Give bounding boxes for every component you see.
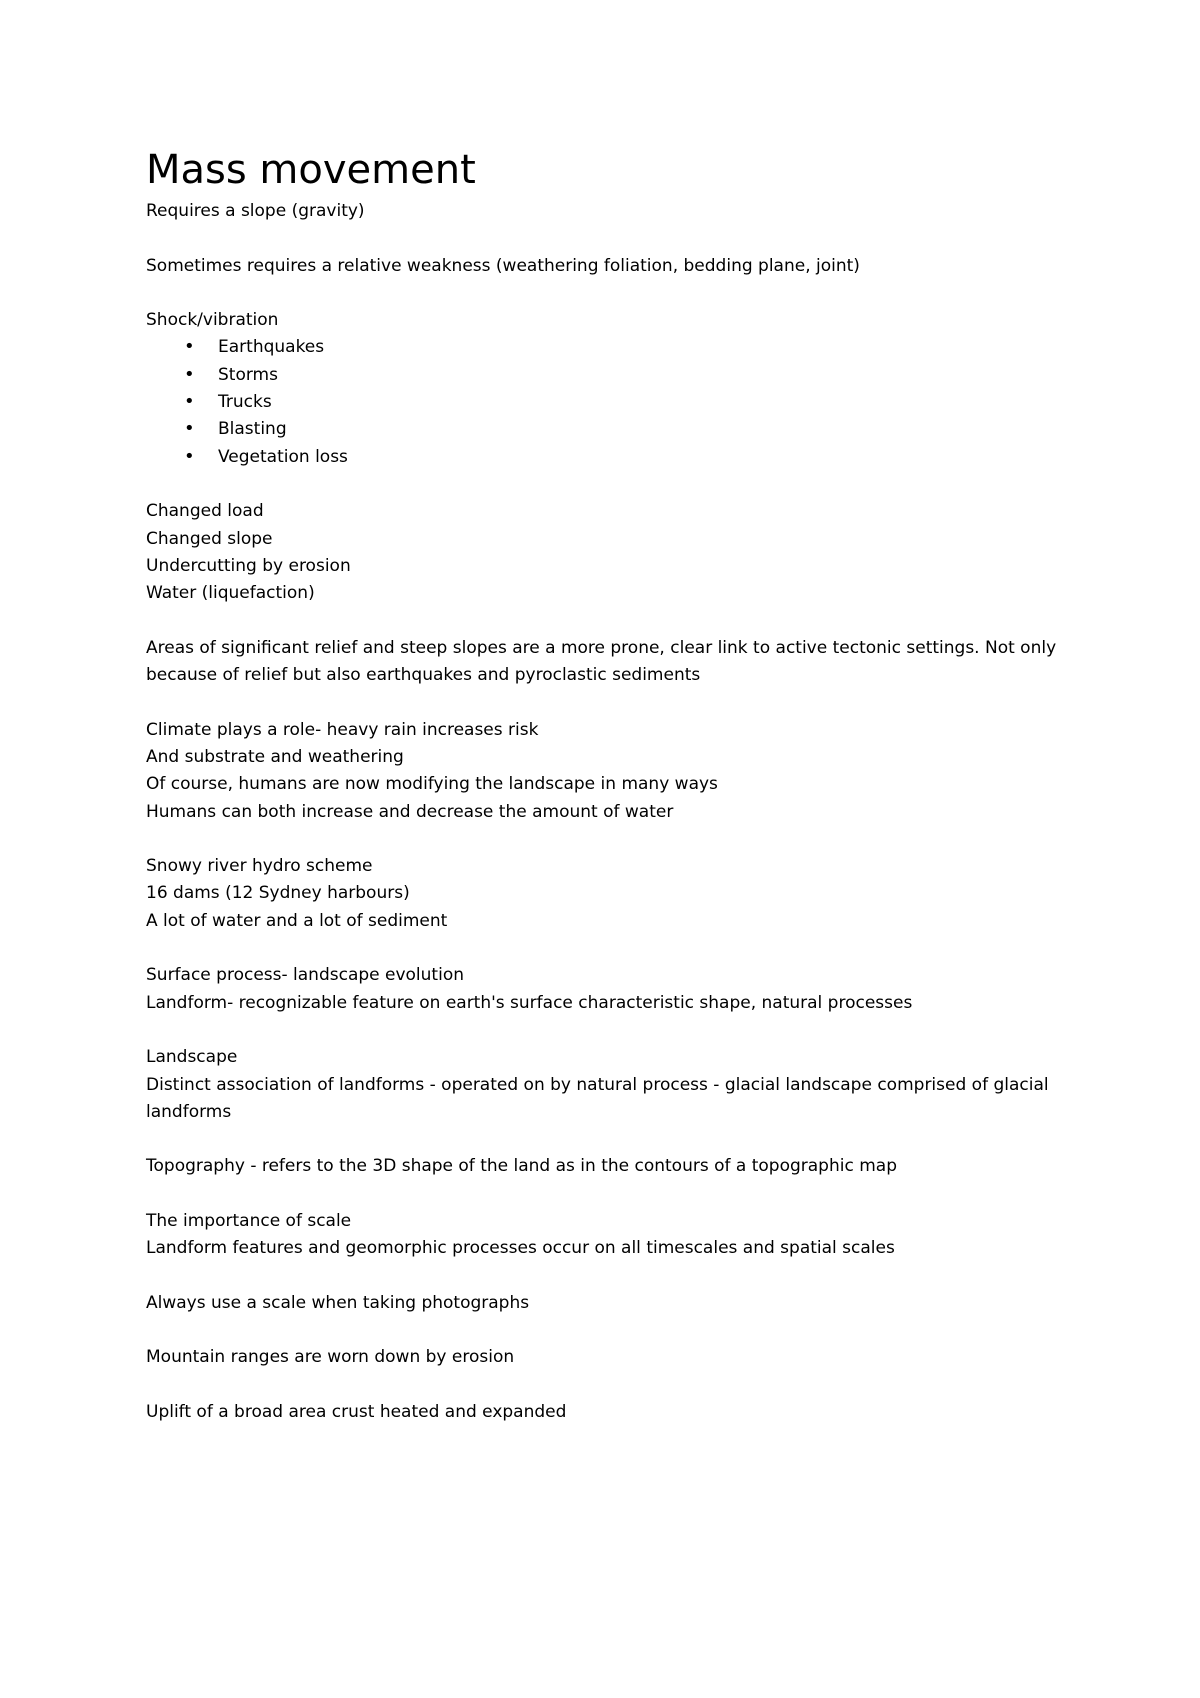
document-body xyxy=(146,144,1086,1426)
line-undercutting: Undercutting by erosion xyxy=(146,555,351,576)
line-landform-features: Landform features and geomorphic processes occur on all timescales and spatial scales xyxy=(146,1238,895,1259)
line-dams: 16 dams (12 Sydney harbours) xyxy=(146,883,410,904)
page-title: Mass movement xyxy=(146,147,476,193)
list-item-label: Earthquakes xyxy=(218,337,325,358)
list-item-label: Storms xyxy=(218,364,278,385)
line-snowy-river: Snowy river hydro scheme xyxy=(146,856,373,877)
line-landform: Landform- recognizable feature on earth's surface characteristic shape, natural processes xyxy=(146,992,913,1013)
list-item-label: Vegetation loss xyxy=(218,446,348,467)
spacer xyxy=(146,1317,1086,1344)
line-water-liquefaction: Water (liquefaction) xyxy=(146,583,315,604)
line-importance-of-scale: The importance of scale xyxy=(146,1210,352,1231)
line-humans-modifying: Of course, humans are now modifying the landscape in many ways xyxy=(146,774,718,795)
line-humans-water: Humans can both increase and decrease the amount of water xyxy=(146,801,674,822)
paragraph-significant-relief: Areas of significant relief and steep slopes are a more prone, clear link to active tectonic settings. Not only because of relief but also earthquakes and pyroclastic sediments xyxy=(146,637,1057,686)
list-item xyxy=(184,389,1086,416)
paragraph-shock-vibration: Shock/vibration xyxy=(146,310,279,331)
paragraph-relative-weakness: Sometimes requires a relative weakness (weathering foliation, bedding plane, joint) xyxy=(146,255,860,276)
spacer xyxy=(146,935,1086,962)
bullet-icon: • xyxy=(184,363,195,385)
spacer xyxy=(146,1126,1086,1153)
line-substrate: And substrate and weathering xyxy=(146,746,404,767)
list-item xyxy=(184,362,1086,389)
list-item xyxy=(184,444,1086,471)
spacer xyxy=(146,1263,1086,1290)
spacer xyxy=(146,1017,1086,1044)
line-landscape: Landscape xyxy=(146,1047,238,1068)
bullet-list-shock-causes xyxy=(146,334,1086,470)
bullet-icon: • xyxy=(184,418,195,440)
list-item xyxy=(184,416,1086,443)
line-surface-process: Surface process- landscape evolution xyxy=(146,965,464,986)
bullet-icon: • xyxy=(184,445,195,467)
line-uplift: Uplift of a broad area crust heated and expanded xyxy=(146,1402,567,1423)
spacer xyxy=(146,1372,1086,1399)
line-climate: Climate plays a role- heavy rain increases risk xyxy=(146,719,539,740)
spacer xyxy=(146,689,1086,716)
line-water-sediment: A lot of water and a lot of sediment xyxy=(146,910,448,931)
line-changed-load: Changed load xyxy=(146,501,264,522)
paragraph-distinct-association: Distinct association of landforms - operated on by natural process - glacial landscape comprised of glacial landforms xyxy=(146,1074,1049,1122)
spacer xyxy=(146,471,1086,498)
bullet-icon: • xyxy=(184,336,195,358)
paragraph-requires-slope: Requires a slope (gravity) xyxy=(146,201,365,221)
line-changed-slope: Changed slope xyxy=(146,528,273,549)
spacer xyxy=(146,607,1086,634)
line-mountain-ranges: Mountain ranges are worn down by erosion xyxy=(146,1347,515,1368)
list-item-label: Trucks xyxy=(218,392,272,413)
spacer xyxy=(146,225,1086,252)
line-always-use-scale: Always use a scale when taking photographs xyxy=(146,1292,530,1313)
list-item xyxy=(184,334,1086,361)
bullet-icon: • xyxy=(184,391,195,413)
spacer xyxy=(146,280,1086,307)
spacer xyxy=(146,1181,1086,1208)
line-topography: Topography - refers to the 3D shape of the land as in the contours of a topographic map xyxy=(146,1156,897,1177)
spacer xyxy=(146,826,1086,853)
list-item-label: Blasting xyxy=(218,419,287,440)
